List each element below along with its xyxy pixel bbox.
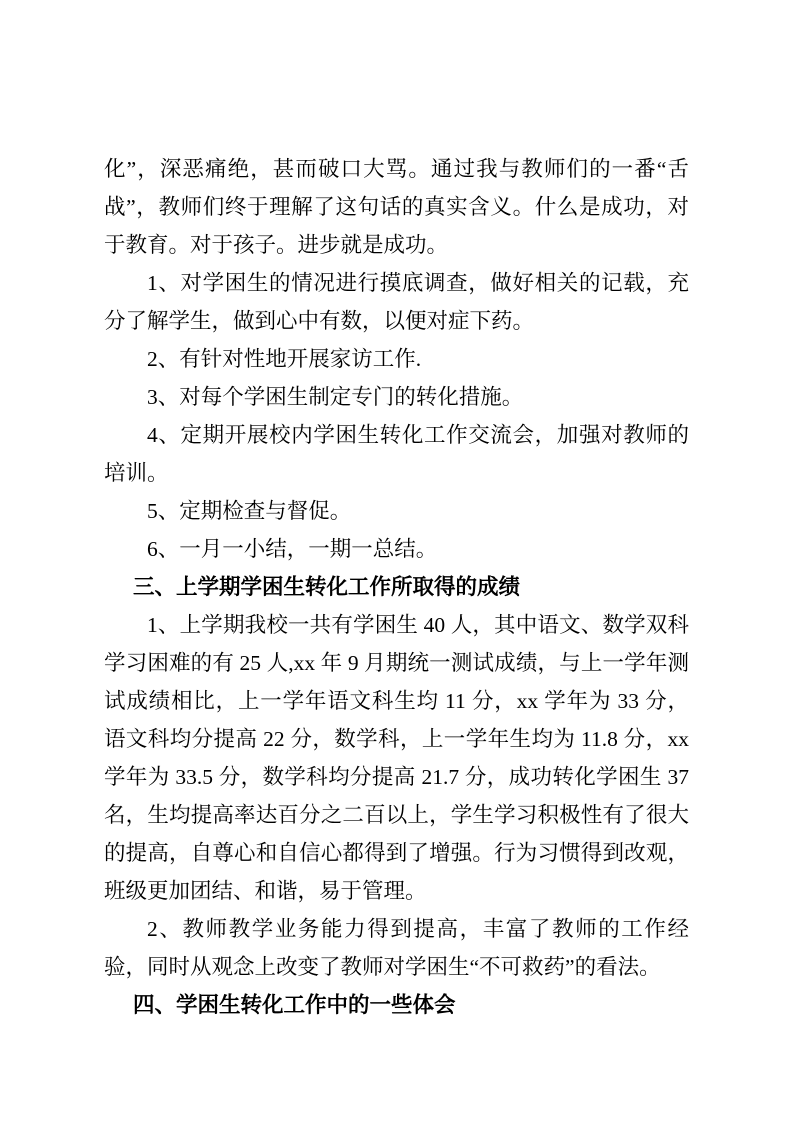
numbered-item-5: 5、定期检查与督促。 [147,499,352,523]
numbered-item-2: 2、有针对性地开展家访工作. [147,347,422,371]
section-heading-four: 四、学困生转化工作中的一些体会 [133,993,456,1017]
results-paragraph-2: 2、教师教学业务能力得到提高，丰富了教师的工作经验，同时从观念上改变了教师对学困生“不可救药”的看法。 [104,917,689,979]
numbered-item-3: 3、对每个学困生制定专门的转化措施。 [147,385,524,409]
numbered-item-4: 4、定期开展校内学困生转化工作交流会，加强对教师的培训。 [104,423,689,485]
numbered-item-6: 6、一月一小结，一期一总结。 [147,537,438,561]
numbered-item-1: 1、对学困生的情况进行摸底调查，做好相关的记载，充分了解学生，做到心中有数，以便对症下药。 [104,271,689,333]
results-paragraph-1: 1、上学期我校一共有学困生 40 人，其中语文、数学双科学习困难的有 25 人,xx 年 9 月期统一测试成绩，与上一学年测试成绩相比，上一学年语文科生均 11 分，xx 学年为 33 分，语文科均分提高 22 分，数学科，上一学年生均为 11.8 分，xx 学年为 33.5 分，数学科均分提高 21.7 分，成功转化学困生 37 名，生均提高率达百分之二百以上，学生学习积极性有了很大的提高，自尊心和自信心都得到了增强。行为习惯得到改观，班级更加团结、和谐，易于管理。 [104,613,689,903]
paragraph-continuation: 化”，深恶痛绝，甚而破口大骂。通过我与教师们的一番“舌战”，教师们终于理解了这句话的真实含义。什么是成功，对于教育。对于孩子。进步就是成功。 [104,157,689,257]
section-heading-three: 三、上学期学困生转化工作所取得的成绩 [133,575,521,599]
